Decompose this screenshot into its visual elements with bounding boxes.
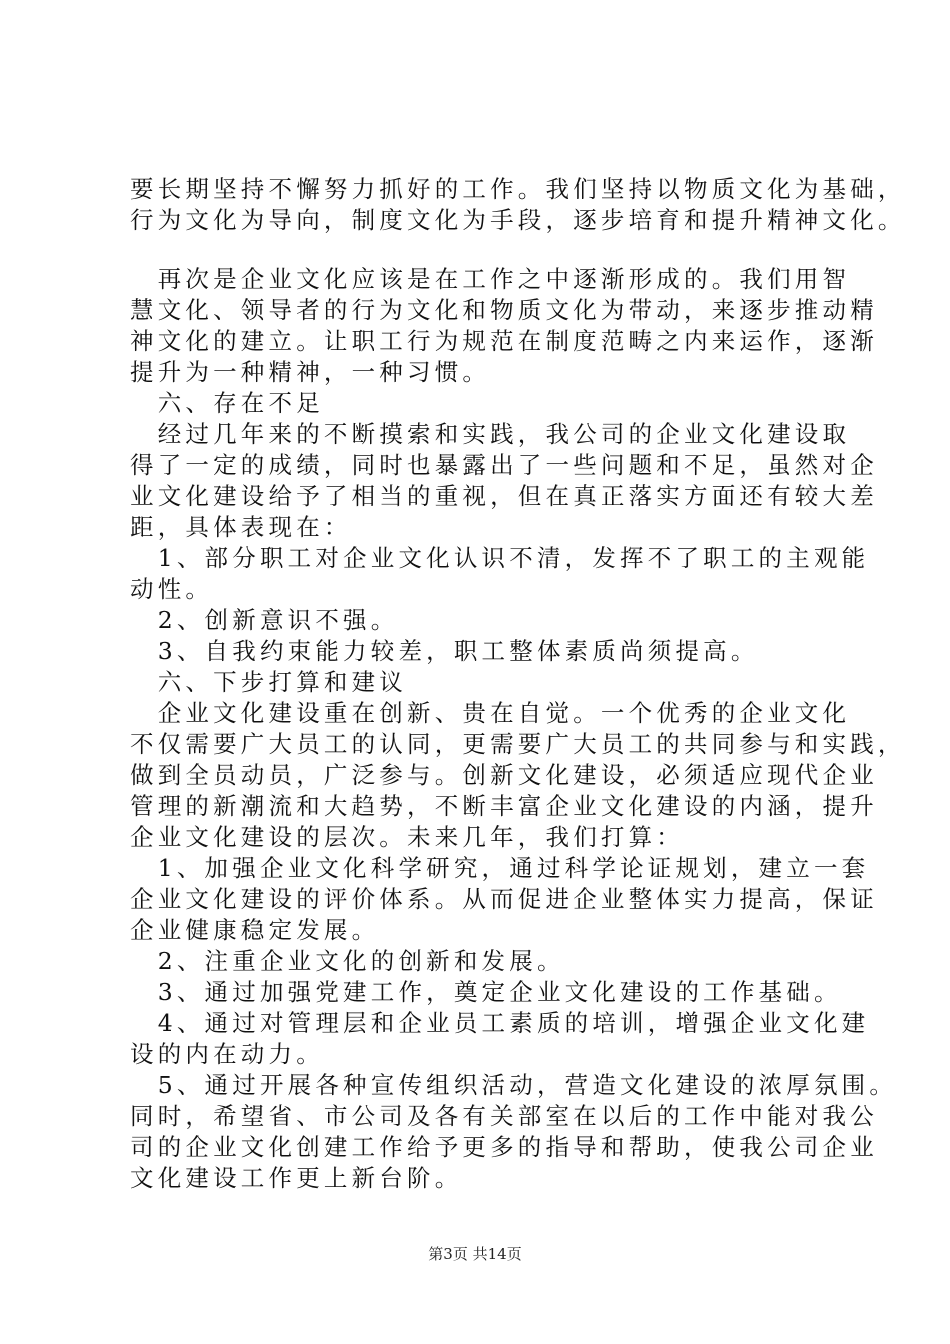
text-line: 同时，希望省、市公司及各有关部室在以后的工作中能对我公: [130, 1102, 878, 1130]
text-line: 慧文化、领导者的行为文化和物质文化为带动，来逐步推动精: [130, 296, 878, 324]
section-heading: 六、下步打算和建议: [130, 668, 407, 696]
text-line: 企业健康稳定发展。: [130, 916, 380, 944]
text-line: 文化建设工作更上新台阶。: [130, 1164, 463, 1192]
list-item: 5、通过开展各种宣传组织活动，营造文化建设的浓厚氛围。: [130, 1071, 898, 1099]
text-line: 神文化的建立。让职工行为规范在制度范畴之内来运作，逐渐: [130, 327, 878, 355]
text-line: 提升为一种精神，一种习惯。: [130, 358, 491, 386]
paragraph-gap: [130, 236, 860, 264]
text-line: 做到全员动员，广泛参与。创新文化建设，必须适应现代企业: [130, 761, 878, 789]
list-item: 1、部分职工对企业文化认识不清，发挥不了职工的主观能: [130, 544, 870, 572]
list-item: 3、自我约束能力较差，职工整体素质尚须提高。: [130, 637, 759, 665]
page-number: 第3页 共14页: [428, 1245, 522, 1263]
text-line: 不仅需要广大员工的认同，更需要广大员工的共同参与和实践，: [130, 730, 906, 758]
text-line: 再次是企业文化应该是在工作之中逐渐形成的。我们用智: [130, 265, 851, 293]
text-line: 业文化建设给予了相当的重视，但在真正落实方面还有较大差: [130, 482, 878, 510]
text-line: 企业文化建设的层次。未来几年，我们打算：: [130, 823, 684, 851]
text-line: 动性。: [130, 575, 214, 603]
text-line: 管理的新潮流和大趋势，不断丰富企业文化建设的内涵，提升: [130, 792, 878, 820]
text-line: 得了一定的成绩，同时也暴露出了一些问题和不足，虽然对企: [130, 451, 878, 479]
text-line: 经过几年来的不断摸索和实践，我公司的企业文化建设取: [130, 420, 851, 448]
list-item: 2、注重企业文化的创新和发展。: [130, 947, 565, 975]
document-body: [130, 174, 906, 1194]
text-line: 企业文化建设的评价体系。从而促进企业整体实力提高，保证: [130, 885, 878, 913]
text-line: 行为文化为导向，制度文化为手段，逐步培育和提升精神文化。: [130, 206, 906, 234]
text-line: 司的企业文化创建工作给予更多的指导和帮助，使我公司企业: [130, 1133, 878, 1161]
list-item: 1、加强企业文化科学研究，通过科学论证规划，建立一套: [130, 854, 870, 882]
list-item: 4、通过对管理层和企业员工素质的培训，增强企业文化建: [130, 1009, 870, 1037]
text-line: 要长期坚持不懈努力抓好的工作。我们坚持以物质文化为基础，: [130, 175, 906, 203]
section-heading: 六、存在不足: [130, 389, 324, 417]
text-line: 设的内在动力。: [130, 1040, 324, 1068]
text-line: 距，具体表现在：: [130, 513, 352, 541]
list-item: 3、通过加强党建工作，奠定企业文化建设的工作基础。: [130, 978, 842, 1006]
list-item: 2、创新意识不强。: [130, 606, 399, 634]
text-line: 企业文化建设重在创新、贵在自觉。一个优秀的企业文化: [130, 699, 851, 727]
